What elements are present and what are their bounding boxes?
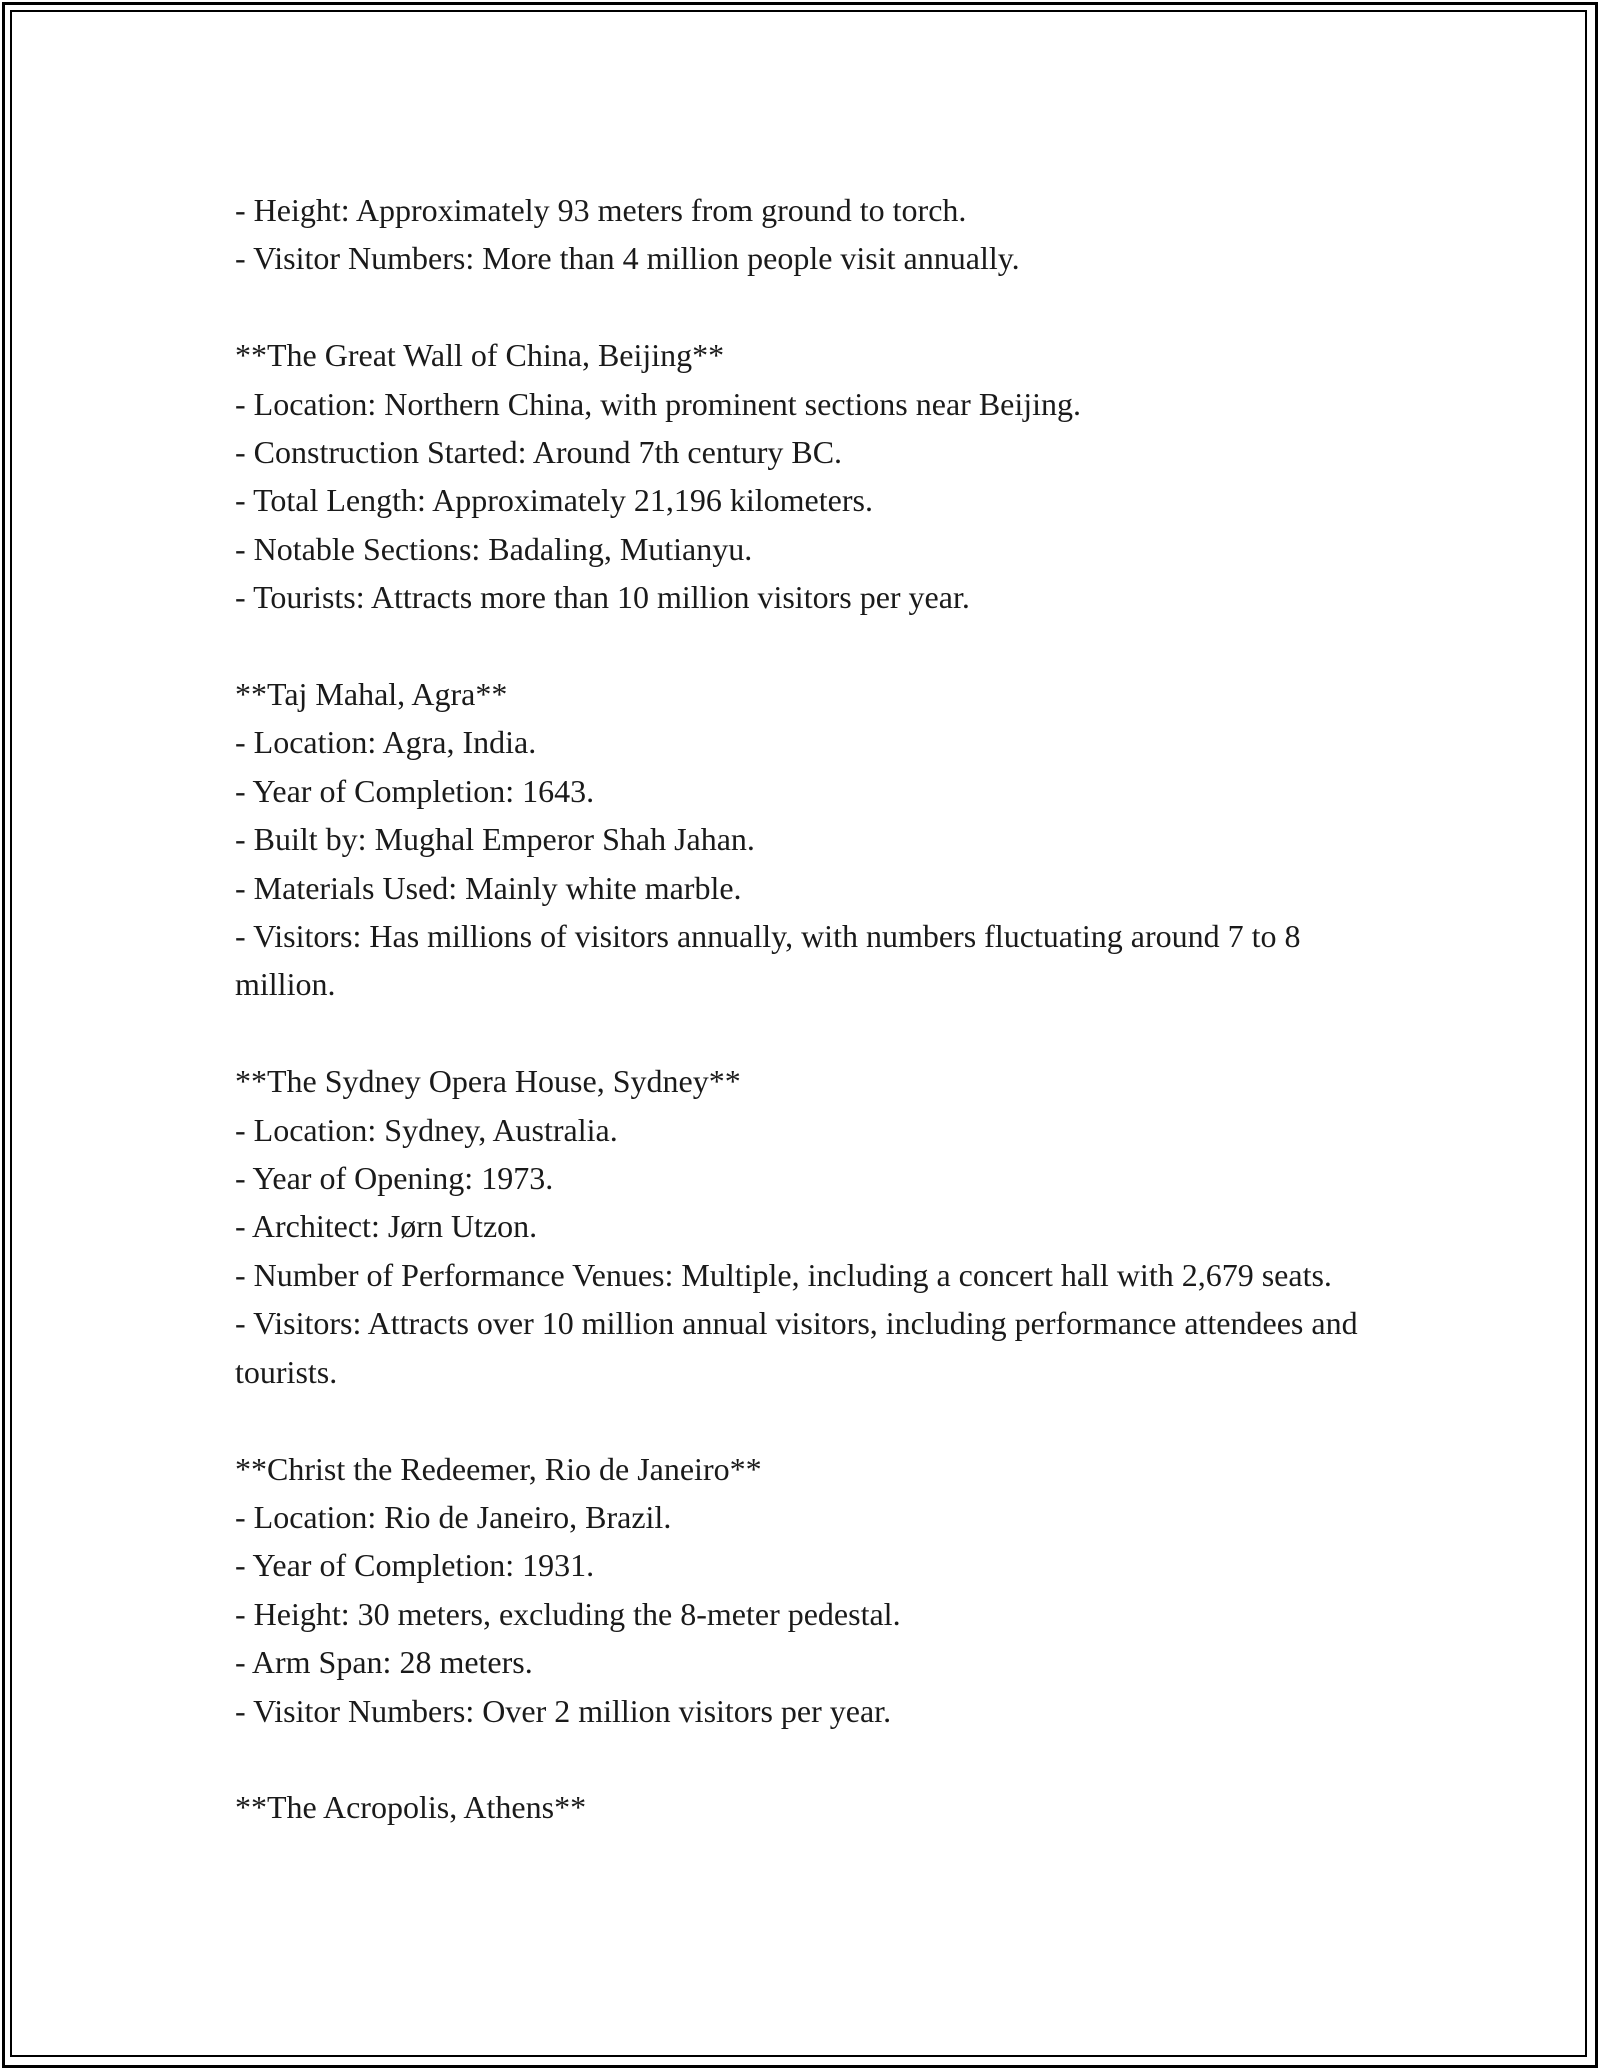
section-line: - Location: Northern China, with prominent sections near Beijing.	[235, 385, 1082, 422]
section-line: - Tourists: Attracts more than 10 million visitors per year.	[235, 579, 970, 616]
section-line: - Location: Sydney, Australia.	[235, 1111, 618, 1148]
section-line: - Visitors: Attracts over 10 million annual visitors, including performance attendees and tourists.	[235, 1305, 1366, 1390]
paragraph-gap	[235, 283, 1375, 331]
paragraph-gap	[235, 622, 1375, 670]
section-line: - Materials Used: Mainly white marble.	[235, 869, 742, 906]
section-line: - Architect: Jørn Utzon.	[235, 1208, 538, 1245]
section-heading: **Christ the Redeemer, Rio de Janeiro**	[235, 1450, 762, 1487]
document-body	[235, 186, 1375, 1832]
section-line: - Year of Opening: 1973.	[235, 1160, 554, 1197]
section-line: - Number of Performance Venues: Multiple, including a concert hall with 2,679 seats.	[235, 1256, 1332, 1293]
section-line: - Total Length: Approximately 21,196 kilometers.	[235, 482, 873, 519]
intro-line: - Height: Approximately 93 meters from ground to torch.	[235, 192, 967, 228]
section-line: - Year of Completion: 1931.	[235, 1547, 595, 1584]
section-heading: **The Acropolis, Athens**	[235, 1789, 587, 1826]
paragraph-gap	[235, 1396, 1375, 1444]
paragraph-gap	[235, 1735, 1375, 1783]
section-line: - Arm Span: 28 meters.	[235, 1644, 533, 1681]
section-heading: **Taj Mahal, Agra**	[235, 676, 508, 713]
section-line: - Built by: Mughal Emperor Shah Jahan.	[235, 821, 755, 858]
section-line: - Location: Agra, India.	[235, 724, 537, 761]
section-line: - Construction Started: Around 7th century BC.	[235, 434, 843, 471]
section-line: - Notable Sections: Badaling, Mutianyu.	[235, 530, 753, 567]
section-line: - Visitor Numbers: Over 2 million visitors per year.	[235, 1692, 892, 1729]
section-line: - Location: Rio de Janeiro, Brazil.	[235, 1498, 672, 1535]
section-heading: **The Great Wall of China, Beijing**	[235, 337, 725, 374]
intro-line: - Visitor Numbers: More than 4 million people visit annually.	[235, 240, 1020, 277]
section-heading: **The Sydney Opera House, Sydney**	[235, 1063, 741, 1100]
section-line: - Height: 30 meters, excluding the 8-meter pedestal.	[235, 1595, 901, 1632]
paragraph-gap	[235, 1009, 1375, 1057]
section-line: - Year of Completion: 1643.	[235, 772, 595, 809]
section-line: - Visitors: Has millions of visitors annually, with numbers fluctuating around 7 to 8 million.	[235, 918, 1309, 1003]
